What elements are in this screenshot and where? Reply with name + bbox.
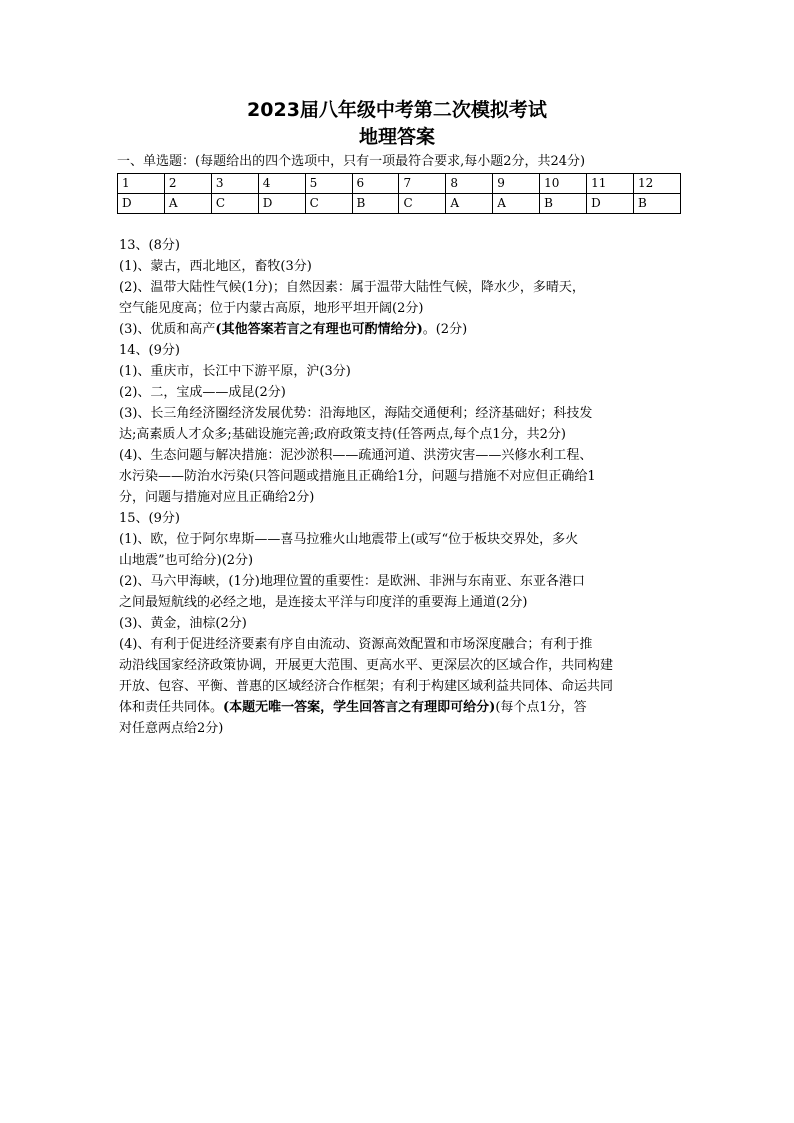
question-number-row: [118, 174, 681, 194]
line-text: 。(2分): [422, 322, 468, 337]
answer-line: [119, 445, 689, 466]
table-cell: 4: [258, 174, 305, 194]
q13-heading: [119, 235, 689, 256]
section1-heading: 一、单选题：(每题给出的四个选项中，只有一项最符合要求,每小题2分，共24分): [117, 154, 586, 169]
answer-line: [119, 403, 689, 424]
table-cell: 9: [493, 174, 540, 194]
mc-answer-table: [117, 173, 681, 214]
answer-line: [119, 319, 689, 340]
table-cell: B: [352, 194, 399, 214]
table-cell: D: [258, 194, 305, 214]
line-text: 14、(9分): [119, 343, 180, 358]
line-text: (2)、温带大陆性气候(1分)；自然因素：属于温带大陆性气候，降水少，多晴天，: [119, 280, 585, 295]
table-cell: D: [587, 194, 634, 214]
table-cell: 2: [164, 174, 211, 194]
bold-note: (本题无唯一答案，学生回答言之有理即可给分): [223, 700, 496, 715]
answer-line: [119, 655, 689, 676]
line-text: 之间最短航线的必经之地，是连接太平洋与印度洋的重要海上通道(2分): [119, 595, 528, 610]
table-cell: 7: [399, 174, 446, 194]
line-text: (3)、优质和高产: [119, 322, 216, 337]
line-text: 分，问题与措施对应且正确给2分): [119, 490, 315, 505]
line-text: 动沿线国家经济政策协调，开展更大范围、更高水平、更深层次的区域合作，共同构建: [119, 658, 614, 673]
answer-line: [119, 676, 689, 697]
line-text: (1)、欧，位于阿尔卑斯——喜马拉雅火山地震带上(或写“位于板块交界处，多火: [119, 532, 579, 547]
line-text: 对任意两点给2分): [119, 721, 224, 736]
answer-line: [119, 424, 689, 445]
line-text: 体和责任共同体。: [119, 700, 224, 715]
table-cell: 10: [540, 174, 587, 194]
table-cell: 11: [587, 174, 634, 194]
table-cell: C: [211, 194, 258, 214]
answer-subtitle: 地理答案: [358, 126, 435, 148]
line-text: 开放、包容、平衡、普惠的区域经济合作框架；有利于构建区域利益共同体、命运共同: [119, 679, 614, 694]
table-cell: 12: [633, 174, 680, 194]
table-cell: 6: [352, 174, 399, 194]
line-text: (4)、生态问题与解决措施：泥沙淤积——疏通河道、洪涝灾害——兴修水利工程、: [119, 448, 593, 463]
table-cell: C: [399, 194, 446, 214]
line-text: 13、(8分): [119, 238, 180, 253]
table-cell: A: [446, 194, 493, 214]
answer-line: [119, 529, 689, 550]
line-text: (2)、二，宝成——成昆(2分): [119, 385, 286, 400]
answer-line: [119, 697, 689, 718]
table-cell: D: [118, 194, 165, 214]
table-cell: 5: [305, 174, 352, 194]
table-cell: B: [633, 194, 680, 214]
line-text: (3)、黄金，油棕(2分): [119, 616, 247, 631]
line-text: 山地震”也可给分)(2分): [119, 553, 254, 568]
answer-line: [119, 277, 689, 298]
answer-line: [119, 298, 689, 319]
q14-heading: [119, 340, 689, 361]
line-text: (1)、蒙古，西北地区，畜牧(3分): [119, 259, 312, 274]
table-cell: 1: [118, 174, 165, 194]
line-text: 15、(9分): [119, 511, 180, 526]
bold-note: (其他答案若言之有理也可酌情给分): [215, 322, 423, 337]
answer-line: [119, 634, 689, 655]
answer-line: [119, 487, 689, 508]
line-text: 达;高素质人才众多;基础设施完善;政府政策支持(任答两点,每个点1分，共2分): [119, 427, 566, 442]
answer-row: [118, 194, 681, 214]
table-cell: 8: [446, 174, 493, 194]
table-cell: A: [493, 194, 540, 214]
table-cell: 3: [211, 174, 258, 194]
line-text: (2)、马六甲海峡，(1分)地理位置的重要性：是欧洲、非洲与东南亚、东亚各港口: [119, 574, 585, 589]
line-text: 水污染——防治水污染(只答问题或措施且正确给1分，问题与措施不对应但正确给1: [119, 469, 596, 484]
answer-line: [119, 256, 689, 277]
answer-line: [119, 613, 689, 634]
answer-line: [119, 571, 689, 592]
answer-line: [119, 592, 689, 613]
answer-line: [119, 361, 689, 382]
table-cell: B: [540, 194, 587, 214]
table-cell: C: [305, 194, 352, 214]
exam-title: 2023届八年级中考第二次模拟考试: [247, 99, 547, 121]
answer-line: [119, 550, 689, 571]
table-cell: A: [164, 194, 211, 214]
line-text: (4)、有利于促进经济要素有序自由流动、资源高效配置和市场深度融合；有利于推: [119, 637, 593, 652]
answer-line: [119, 466, 689, 487]
line-text: (3)、长三角经济圈经济发展优势：沿海地区，海陆交通便利；经济基础好；科技发: [119, 406, 593, 421]
line-text: 空气能见度高；位于内蒙古高原，地形平坦开阔(2分): [119, 301, 424, 316]
answer-line: [119, 382, 689, 403]
line-text: (1)、重庆市，长江中下游平原，沪(3分): [119, 364, 351, 379]
answer-line: [119, 718, 689, 739]
line-text: (每个点1分，答: [495, 700, 587, 715]
q15-heading: [119, 508, 689, 529]
